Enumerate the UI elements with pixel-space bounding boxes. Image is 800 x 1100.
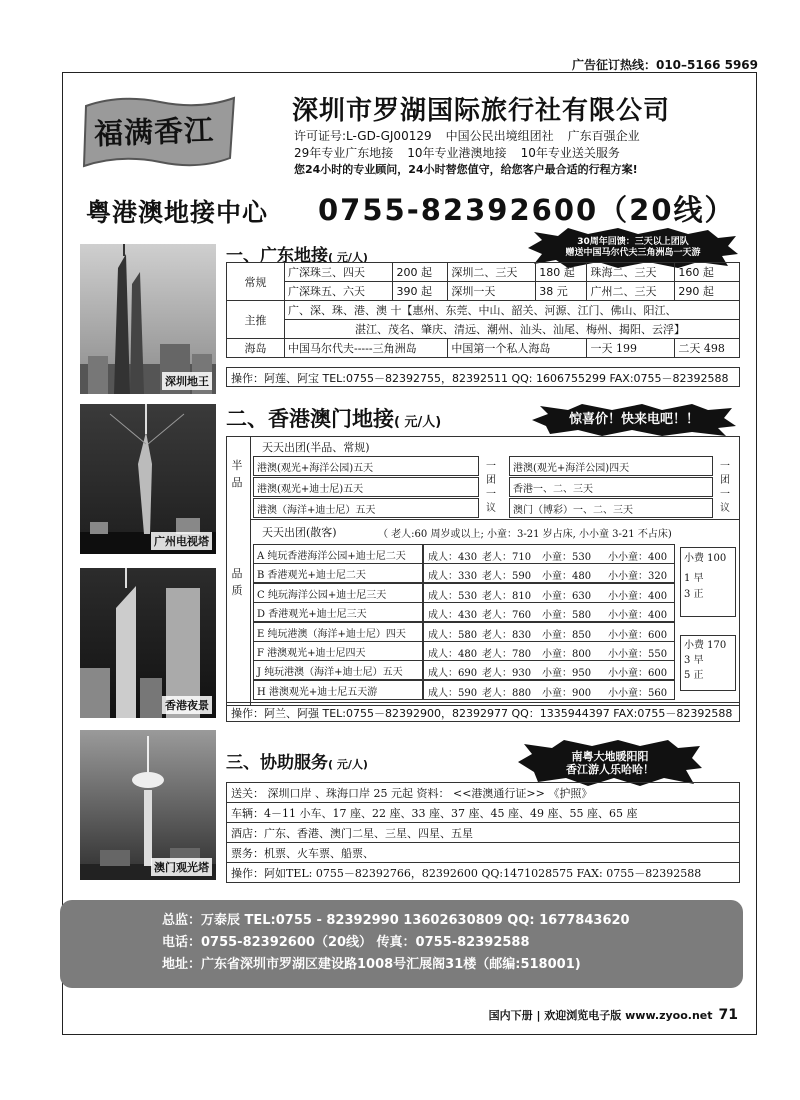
- price-child: 小童：900: [542, 687, 592, 699]
- tour-cell: 深圳二、三天: [448, 263, 536, 282]
- price-child: 小童：580: [542, 610, 592, 622]
- price-adult: 成人：480: [428, 649, 478, 660]
- half-tour-item: 港澳（海洋+迪士尼）五天: [253, 498, 479, 518]
- price-child: 小童：630: [542, 590, 592, 602]
- tour-cell: 深圳一天: [448, 282, 536, 301]
- phone-fax: 电话：0755-82392600（20线） 传真：0755-82392588: [162, 935, 530, 950]
- photo-guangzhou: [80, 404, 216, 554]
- row-label-island: 海岛: [227, 339, 285, 358]
- burst-text: 惊喜价！快来电吧！！: [568, 412, 699, 428]
- price-infant: 小小童：400: [608, 610, 668, 622]
- quality-tour-name: A 纯玩香港海洋公园+迪士尼二天: [253, 544, 423, 564]
- section3-title-text: 三、协助服务: [226, 753, 328, 773]
- half-tour-item: 香港一、二、三天: [509, 477, 713, 497]
- exp-guangdong: 29年专业广东地接: [294, 146, 394, 160]
- half-tour-item: 港澳(观光+海洋公园)四天: [509, 456, 713, 476]
- logo-text: 福满香江: [93, 112, 215, 152]
- quality-tour-name: J 纯玩港澳（海洋+迪士尼）五天: [253, 660, 423, 680]
- section2-title: [226, 403, 441, 433]
- price-infant: 小小童：320: [608, 571, 668, 583]
- price-senior: 老人：780: [482, 649, 532, 660]
- burst-line1: 30周年回馈：三天以上团队: [577, 237, 689, 248]
- ad-hotline: 广告征订热线：010–5166 5969: [571, 58, 758, 72]
- section3-unit: ( 元/人): [328, 758, 368, 771]
- license-number: 许可证号:L-GD-GJ00129: [294, 129, 432, 143]
- featured-destinations-line1: 广、深、珠、港、澳 十【惠州、东莞、中山、韶关、河源、江门、佛山、阳江、: [285, 301, 740, 320]
- price-infant: 小小童：560: [608, 687, 668, 699]
- quality-tour-name: F 港澳观光+迪士尼四天: [253, 641, 423, 661]
- price-cell: 160 起: [675, 263, 740, 282]
- price-infant: 小小童：400: [608, 590, 668, 602]
- price-child: 小童：530: [542, 552, 592, 563]
- price-two-day: 二天 498: [675, 339, 740, 358]
- price-senior: 老人：930: [482, 668, 532, 680]
- tip-note-2: [680, 635, 736, 691]
- price-senior: 老人：830: [482, 629, 532, 641]
- photo-caption: 澳门观光塔: [151, 858, 212, 876]
- experience-info: [294, 144, 634, 161]
- half-quality-title: 天天出团(半品、常规): [262, 441, 370, 454]
- half-tour-item: 港澳(观光+迪士尼)五天: [253, 477, 479, 497]
- promo-burst-slogan: [518, 740, 702, 786]
- quality-price-row: [423, 563, 675, 583]
- section1-unit: ( 元/人): [328, 251, 368, 264]
- photo-caption: 香港夜景: [162, 696, 212, 714]
- company-name: 深圳市罗湖国际旅行社有限公司: [292, 96, 671, 126]
- price-cell: 200 起: [393, 263, 448, 282]
- photo-macau: [80, 730, 216, 880]
- service-tickets: 票务：机票、火车票、船票、: [227, 843, 740, 863]
- half-quality-label: 半品: [231, 459, 243, 489]
- tagline: 您24小时的专业顾问，24小时替您值守，给您客户最合适的行程方案!: [294, 163, 638, 176]
- burst-line1: 南粤大地暖阳阳: [571, 749, 649, 763]
- quality-price-row: [423, 680, 675, 700]
- quality-tour-name: H 港澳观光+迪士尼五天游: [253, 680, 423, 700]
- center-phone: 0755-82392600（20线）: [318, 193, 736, 227]
- quality-tour-name: D 香港观光+迪士尼三天: [253, 602, 423, 622]
- row-label-regular: 常规: [227, 263, 285, 301]
- photo-shenzhen: [80, 244, 216, 394]
- breakfast-count: 3 早: [684, 655, 704, 666]
- price-adult: 成人：430: [428, 610, 478, 622]
- tip-note-1: [680, 547, 736, 617]
- price-adult: 成人：330: [428, 571, 478, 583]
- price-infant: 小小童：600: [608, 629, 668, 641]
- photo-hongkong: [80, 568, 216, 718]
- license-info: [294, 127, 654, 144]
- featured-destinations-line2: 湛江、茂名、肇庆、清远、潮州、汕头、汕尾、梅州、揭阳、云浮】: [285, 320, 740, 339]
- divider: [250, 520, 251, 706]
- burst-line2: 香江游人乐哈哈！: [566, 763, 654, 776]
- photo-caption: 深圳地王: [162, 372, 212, 390]
- page-number: 71: [718, 1007, 738, 1023]
- section1-operator: 操作：阿莲、阿宝 TEL:0755－82392755，82392511 QQ: 1606755299 FAX:0755－82392588: [226, 367, 740, 387]
- section3-title: [226, 748, 368, 773]
- tour-cell: 广深珠五、六天: [285, 282, 393, 301]
- tour-cell: 珠海二、三天: [587, 263, 675, 282]
- quality-price-row: [423, 641, 675, 661]
- section2-operator: 操作：阿兰、阿强 TEL:0755－82392900，82392977 QQ：1335944397 FAX:0755－82392588: [226, 702, 740, 722]
- tip-amount: 小费 170: [684, 640, 727, 651]
- price-cell: 38 元: [536, 282, 587, 301]
- catalog-note: 国内下册 | 欢迎浏览电子版 www.zyoo.net: [488, 1009, 713, 1022]
- island-tour: 中国马尔代夫-----三角洲岛: [285, 339, 448, 358]
- quality-price-row: [423, 602, 675, 622]
- quality-price-row: [423, 583, 675, 603]
- negotiable-label: 一团一议: [720, 461, 730, 514]
- price-cell: 180 起: [536, 263, 587, 282]
- meal-count: 5 正: [684, 670, 704, 681]
- quality-title: 天天出团(散客): [262, 526, 337, 539]
- quality-tour-name: C 纯玩海洋公园+迪士尼三天: [253, 583, 423, 603]
- page-footer: [489, 1007, 738, 1023]
- service-operator: 操作：阿如TEL: 0755－82392766，82392600 QQ:1471028575 FAX: 0755－82392588: [227, 863, 740, 883]
- price-senior: 老人：710: [482, 552, 532, 563]
- assist-service-table: [226, 782, 740, 883]
- exp-hkmacau: 10年专业港澳地接: [407, 146, 507, 160]
- price-senior: 老人：590: [482, 571, 532, 583]
- price-senior: 老人：810: [482, 590, 532, 602]
- guangdong-tour-table: [226, 262, 740, 358]
- private-island: 中国第一个私人海岛: [448, 339, 587, 358]
- quality-price-row: [423, 544, 675, 564]
- price-adult: 成人：530: [428, 590, 478, 602]
- price-infant: 小小童：550: [608, 649, 668, 660]
- price-child: 小童：480: [542, 571, 592, 583]
- section1-title-text: 一、广东地接: [226, 246, 328, 266]
- price-cell: 290 起: [675, 282, 740, 301]
- logo: [80, 92, 240, 174]
- price-senior: 老人：760: [482, 610, 532, 622]
- price-infant: 小小童：400: [608, 552, 668, 563]
- director-contact: 总监：万泰辰 TEL:0755 - 82392990 13602630809 QQ: 1677843620: [162, 913, 630, 928]
- quality-tour-name: B 香港观光+迪士尼二天: [253, 563, 423, 583]
- price-adult: 成人：430: [428, 552, 478, 563]
- meal-count: 3 正: [684, 589, 704, 600]
- service-vehicles: 车辆：4－11 小车、17 座、22 座、33 座、37 座、45 座、49 座、55 座、65 座: [227, 803, 740, 823]
- quality-label: 品质: [231, 567, 243, 597]
- price-child: 小童：950: [542, 668, 592, 680]
- row-label-featured: 主推: [227, 301, 285, 339]
- price-one-day: 一天 199: [587, 339, 675, 358]
- burst-line2: 赠送中国马尔代夫三角洲岛一天游: [565, 248, 701, 258]
- half-tour-item: 澳门（博彩）一、二、三天: [509, 498, 713, 518]
- price-child: 小童：850: [542, 629, 592, 641]
- price-cell: 390 起: [393, 282, 448, 301]
- negotiable-label: 一团一议: [486, 461, 496, 514]
- section2-unit: ( 元/人): [394, 415, 442, 430]
- price-infant: 小小童：600: [608, 668, 668, 680]
- service-hotels: 酒店：广东、香港、澳门二星、三星、四星、五星: [227, 823, 740, 843]
- center-name: 粤港澳地接中心: [86, 198, 269, 227]
- price-adult: 成人：580: [428, 629, 478, 641]
- tour-cell: 广州二、三天: [587, 282, 675, 301]
- contact-footer: [60, 900, 743, 988]
- promo-burst-surprise: [532, 404, 736, 436]
- price-child: 小童：800: [542, 649, 592, 660]
- quality-price-row: [423, 660, 675, 680]
- top100-enterprise: 广东百强企业: [567, 129, 640, 143]
- exp-border: 10年专业送关服务: [520, 146, 620, 160]
- quality-price-row: [423, 622, 675, 642]
- tour-cell: 广深珠三、四天: [285, 263, 393, 282]
- price-adult: 成人：590: [428, 687, 478, 699]
- breakfast-count: 1 早: [684, 573, 704, 584]
- section2-title-text: 二、香港澳门地接: [226, 407, 394, 431]
- outbound-agency: 中国公民出境组团社: [445, 129, 554, 143]
- photo-caption: 广州电视塔: [151, 532, 212, 550]
- price-adult: 成人：690: [428, 668, 478, 680]
- service-border-transfer: 送关： 深圳口岸 、珠海口岸 25 元起 资料： <<港澳通行证>> 《护照》: [227, 783, 740, 803]
- half-tour-item: 港澳(观光+海洋公园)五天: [253, 456, 479, 476]
- quality-tour-name: E 纯玩港澳（海洋+迪士尼）四天: [253, 622, 423, 642]
- quality-note: （ 老人:60 周岁或以上; 小童：3-21 岁占床, 小小童 3-21 不占床): [378, 529, 672, 540]
- price-senior: 老人：880: [482, 687, 532, 699]
- tip-amount: 小费 100: [684, 553, 727, 564]
- address: 地址：广东省深圳市罗湖区建设路1008号汇展阁31楼（邮编:518001): [162, 957, 581, 972]
